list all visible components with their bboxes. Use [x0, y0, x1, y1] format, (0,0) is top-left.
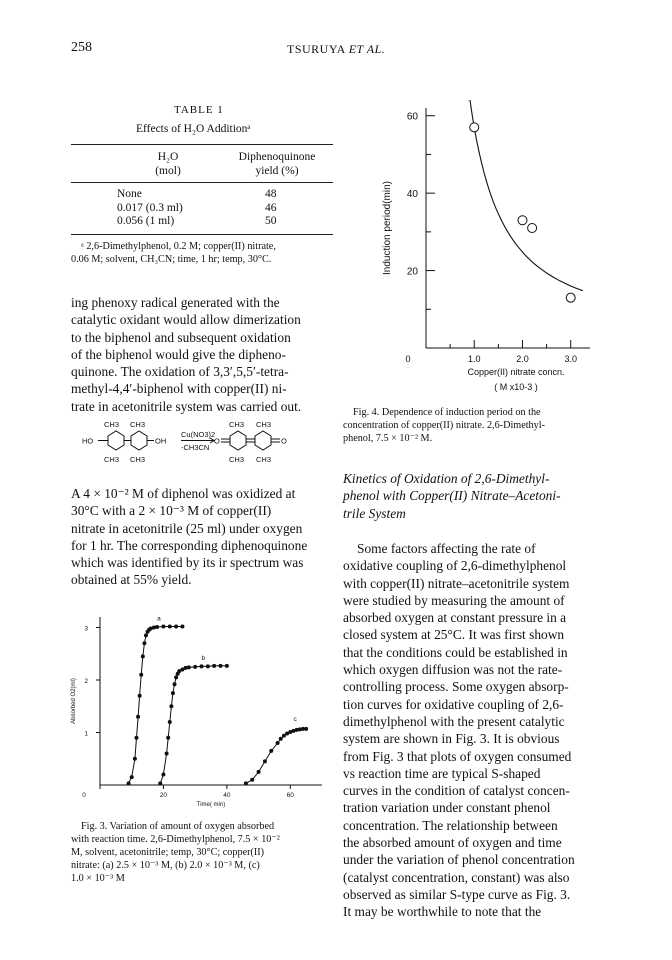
- data-point-b: [219, 664, 223, 668]
- ch3-label: CH3: [229, 420, 245, 429]
- heading-line: phenol with Copper(II) Nitrate–Acetoni-: [343, 488, 561, 504]
- ch3-label: CH3: [256, 455, 272, 464]
- data-point-c: [279, 737, 283, 741]
- caption-line: with reaction time. 2,6-Dimethylphenol, 7.5 × 10⁻²: [71, 834, 280, 845]
- data-point-c: [304, 727, 308, 731]
- data-point-a: [127, 781, 131, 785]
- text-line: for 1 hr. The corresponding diphenoquinone: [71, 537, 308, 553]
- data-point-a: [133, 757, 137, 761]
- text-line: were studied by measuring the amount of: [343, 592, 565, 608]
- data-point-a: [141, 654, 145, 658]
- o-right-label: O: [281, 436, 287, 446]
- col1-head-l1: H₂O: [157, 151, 179, 163]
- text-line: of the biphenol would give the dipheno-: [71, 346, 286, 362]
- text-line: It may be worthwhile to note that the: [343, 904, 542, 920]
- data-point-b: [171, 691, 175, 695]
- text-line: ing phenoxy radical generated with the: [71, 295, 280, 310]
- data-point-a: [180, 624, 184, 628]
- text-line: trate in acetonitrile system was carried out.: [71, 398, 302, 414]
- caption-line: phenol, 7.5 × 10⁻² M.: [343, 433, 433, 444]
- right-paragraph: [343, 540, 605, 921]
- running-title-text: [287, 42, 385, 56]
- text-line: under the variation of phenol concentration: [343, 852, 575, 868]
- data-point-c: [244, 781, 248, 785]
- data-point-b: [169, 704, 173, 708]
- oh-label: OH: [155, 436, 167, 446]
- series-line-c: [246, 729, 306, 784]
- x-axis-title: Copper(II) nitrate concn.: [467, 367, 565, 377]
- table-bottom-rule: [71, 234, 333, 235]
- table-label: TABLE 1: [174, 104, 224, 116]
- caption-line: M, solvent, acetonitrile; temp, 30°C; copper(II): [71, 847, 265, 858]
- series-line-a: [129, 627, 183, 784]
- heading-line: trile System: [343, 505, 406, 521]
- data-point-a: [134, 736, 138, 740]
- data-point-b: [174, 675, 178, 679]
- text-line: from Fig. 3 that plots of oxygen consumed: [343, 748, 572, 764]
- x-tick-label: 20: [159, 792, 168, 799]
- o-left-label: O: [214, 436, 220, 446]
- quinone-ring-2: [255, 431, 271, 450]
- text-line: curves in the condition of catalyst concen-: [343, 783, 570, 799]
- series-label: c: [293, 715, 297, 723]
- running-title-author: TSURUYA: [287, 42, 349, 56]
- data-point-b: [206, 664, 210, 668]
- section-heading: [343, 470, 605, 522]
- data-point-b: [158, 781, 162, 785]
- col1-head-l2: (mol): [155, 165, 181, 177]
- x-tick-label: 60: [286, 792, 294, 799]
- table-caption: Effects of H₂O Additionᵃ: [136, 123, 251, 135]
- data-point-c: [257, 770, 261, 774]
- text-line: that the conditions could be established in: [343, 644, 568, 660]
- data-point-c: [276, 741, 280, 745]
- caption-line: Fig. 3. Variation of amount of oxygen absorbed: [81, 821, 275, 832]
- text-line: to the biphenol and subsequent oxidation: [71, 329, 291, 345]
- caption-line: concentration of copper(II) nitrate. 2,6-Dimethyl-: [343, 420, 545, 431]
- ch3-label: CH3: [229, 455, 245, 464]
- fig3-chart: [60, 605, 340, 820]
- data-point-c: [269, 749, 273, 753]
- x-tick-label: 3.0: [564, 354, 577, 364]
- text-line: nitrate in acetonitrile (25 ml) under oxygen: [71, 520, 303, 536]
- data-point-b: [166, 736, 170, 740]
- text-line: tration variation under constant phenol: [343, 800, 551, 816]
- cell-h2o: 0.017 (0.3 ml): [117, 201, 183, 214]
- text-line: 30°C with a 2 × 10⁻³ M of copper(II): [71, 503, 272, 519]
- fig4-caption: [343, 406, 605, 445]
- y-axis-title: Induction period(min): [382, 181, 393, 275]
- table-row: [117, 215, 317, 229]
- left-paragraph-1: [71, 294, 333, 415]
- text-line: which was identified by its ir spectrum was: [71, 555, 304, 571]
- data-point-b: [212, 664, 216, 668]
- data-point-b: [193, 665, 197, 669]
- col2-head-l1: Diphenoquinone: [238, 151, 316, 163]
- data-point-b: [165, 752, 169, 756]
- col2-head-l2: yield (%): [255, 165, 299, 177]
- caption-line: nitrate: (a) 2.5 × 10⁻³ M, (b) 2.0 × 10⁻³ M, (c): [71, 860, 260, 871]
- text-line: which oxygen diffusion was not the rate-: [343, 662, 563, 678]
- data-point-b: [173, 682, 177, 686]
- data-point-a: [130, 775, 134, 779]
- x-tick-label: 40: [223, 792, 231, 799]
- series-label: b: [201, 654, 206, 662]
- text-line: vs reaction time are typical S-shaped: [343, 765, 541, 781]
- data-point-a: [155, 625, 159, 629]
- x-axis-unit: ( M x10-3 ): [494, 382, 538, 392]
- data-point-a: [139, 673, 143, 677]
- series-label: a: [157, 615, 161, 623]
- quinone-ring-1: [230, 431, 246, 450]
- text-line: quinone. The oxidation of 3,3′,5,5′-tetra-: [71, 364, 289, 380]
- origin-label: 0: [405, 354, 411, 364]
- benzene-ring-1: [108, 431, 124, 450]
- text-line: A 4 × 10⁻² M of diphenol was oxidized at: [71, 486, 296, 501]
- data-point-a: [138, 694, 142, 698]
- x-axis-title: Time( min): [196, 802, 226, 808]
- x-tick-label: 2.0: [516, 354, 529, 364]
- data-point: [470, 123, 479, 132]
- y-tick-label: 3: [84, 625, 88, 633]
- text-line: catalytic oxidant would allow dimerization: [71, 312, 301, 328]
- data-point-c: [250, 778, 254, 782]
- ch3-label: CH3: [130, 420, 146, 429]
- data-point-a: [144, 633, 148, 637]
- reagent-bottom: -CH3CN: [181, 443, 210, 452]
- cell-yield: 50: [265, 215, 277, 227]
- data-point-b: [161, 773, 165, 777]
- fig3-caption: [71, 820, 333, 885]
- ch3-label: CH3: [130, 455, 146, 464]
- left-paragraph-2: [71, 485, 333, 589]
- fit-curve: [468, 100, 582, 291]
- footnote-l2: 0.06 M; solvent, CH₃CN; time, 1 hr; temp, 30°C.: [71, 254, 272, 265]
- running-title: [287, 42, 385, 57]
- data-point-c: [263, 759, 267, 763]
- data-point: [528, 224, 537, 233]
- cell-h2o: None: [117, 188, 142, 200]
- page-number: 258: [71, 40, 92, 55]
- x-tick-label: 1.0: [467, 354, 481, 364]
- data-point-b: [187, 665, 191, 669]
- footnote-l1: ᵃ 2,6-Dimethylphenol, 0.2 M; copper(II) nitrate,: [81, 241, 276, 252]
- data-point: [518, 216, 527, 225]
- table-col2-head: [232, 150, 322, 178]
- y-tick-label: 40: [406, 189, 418, 201]
- cell-h2o: 0.056 (1 ml): [117, 215, 175, 227]
- caption-line: 1.0 × 10⁻³ M: [71, 873, 125, 884]
- text-line: (catalyst concentration, constant) was also: [343, 869, 570, 885]
- data-point-a: [161, 624, 165, 628]
- series-line-b: [160, 666, 227, 784]
- benzene-ring-2: [131, 431, 147, 450]
- text-line: oxidative coupling of 2,6-dimethylphenol: [343, 558, 567, 574]
- ch3-label: CH3: [104, 455, 120, 464]
- data-point-b: [225, 664, 229, 668]
- data-point-a: [142, 641, 146, 645]
- table-row: [117, 188, 317, 202]
- table-footnote: [71, 240, 341, 266]
- ch3-label: CH3: [256, 420, 272, 429]
- table-body: [117, 188, 317, 229]
- x-tick-label: 0: [82, 792, 86, 799]
- data-point: [566, 293, 575, 302]
- text-line: controlling process. Some oxygen absorp-: [343, 679, 569, 695]
- text-line: the absorbed amount of oxygen and time: [343, 835, 562, 851]
- y-tick-label: 2: [84, 678, 88, 685]
- y-tick-label: 60: [406, 111, 418, 123]
- text-line: dimethylphenol with the present catalytic: [343, 713, 565, 729]
- text-line: closed system at 25°C. It was first shown: [343, 627, 565, 643]
- heading-line: Kinetics of Oxidation of 2,6-Dimethyl-: [343, 471, 550, 486]
- text-line: tion curves for oxidative coupling of 2,6-: [343, 696, 564, 712]
- fig4-chart: [360, 100, 600, 405]
- ch3-label: CH3: [104, 420, 120, 429]
- cell-yield: 46: [265, 201, 277, 214]
- text-line: concentration. The relationship between: [343, 817, 558, 833]
- table-top-rule: [71, 144, 333, 145]
- text-line: Some factors affecting the rate of: [357, 541, 536, 556]
- text-line: methyl-4,4′-biphenol with copper(II) ni-: [71, 381, 287, 397]
- y-tick-label: 1: [84, 730, 88, 738]
- data-point-b: [199, 664, 203, 668]
- ho-label: HO: [82, 436, 94, 446]
- table-row: [117, 202, 317, 216]
- reaction-scheme: [68, 418, 336, 472]
- y-tick-label: 20: [406, 266, 418, 278]
- text-line: observed as similar S-type curve as Fig. 3.: [343, 886, 571, 902]
- text-line: system are shown in Fig. 3. It is obvious: [343, 731, 560, 747]
- caption-line: Fig. 4. Dependence of induction period on the: [353, 407, 541, 418]
- data-point-a: [136, 715, 140, 719]
- text-line: with copper(II) nitrate–acetonitrile system: [343, 575, 570, 591]
- reagent-top: Cu(NO3)2: [181, 430, 216, 439]
- table-col1-head: [138, 150, 198, 178]
- data-point-a: [174, 624, 178, 628]
- text-line: obtained at 55% yield.: [71, 572, 192, 588]
- data-point-a: [168, 624, 172, 628]
- text-line: absorbed oxygen at constant pressure in a: [343, 610, 567, 626]
- cell-yield: 48: [265, 188, 277, 200]
- y-axis-title: Absorbed O2(ml): [71, 678, 77, 724]
- running-title-etal: ET AL.: [348, 42, 386, 56]
- data-point-b: [168, 720, 172, 724]
- table-mid-rule: [71, 182, 333, 183]
